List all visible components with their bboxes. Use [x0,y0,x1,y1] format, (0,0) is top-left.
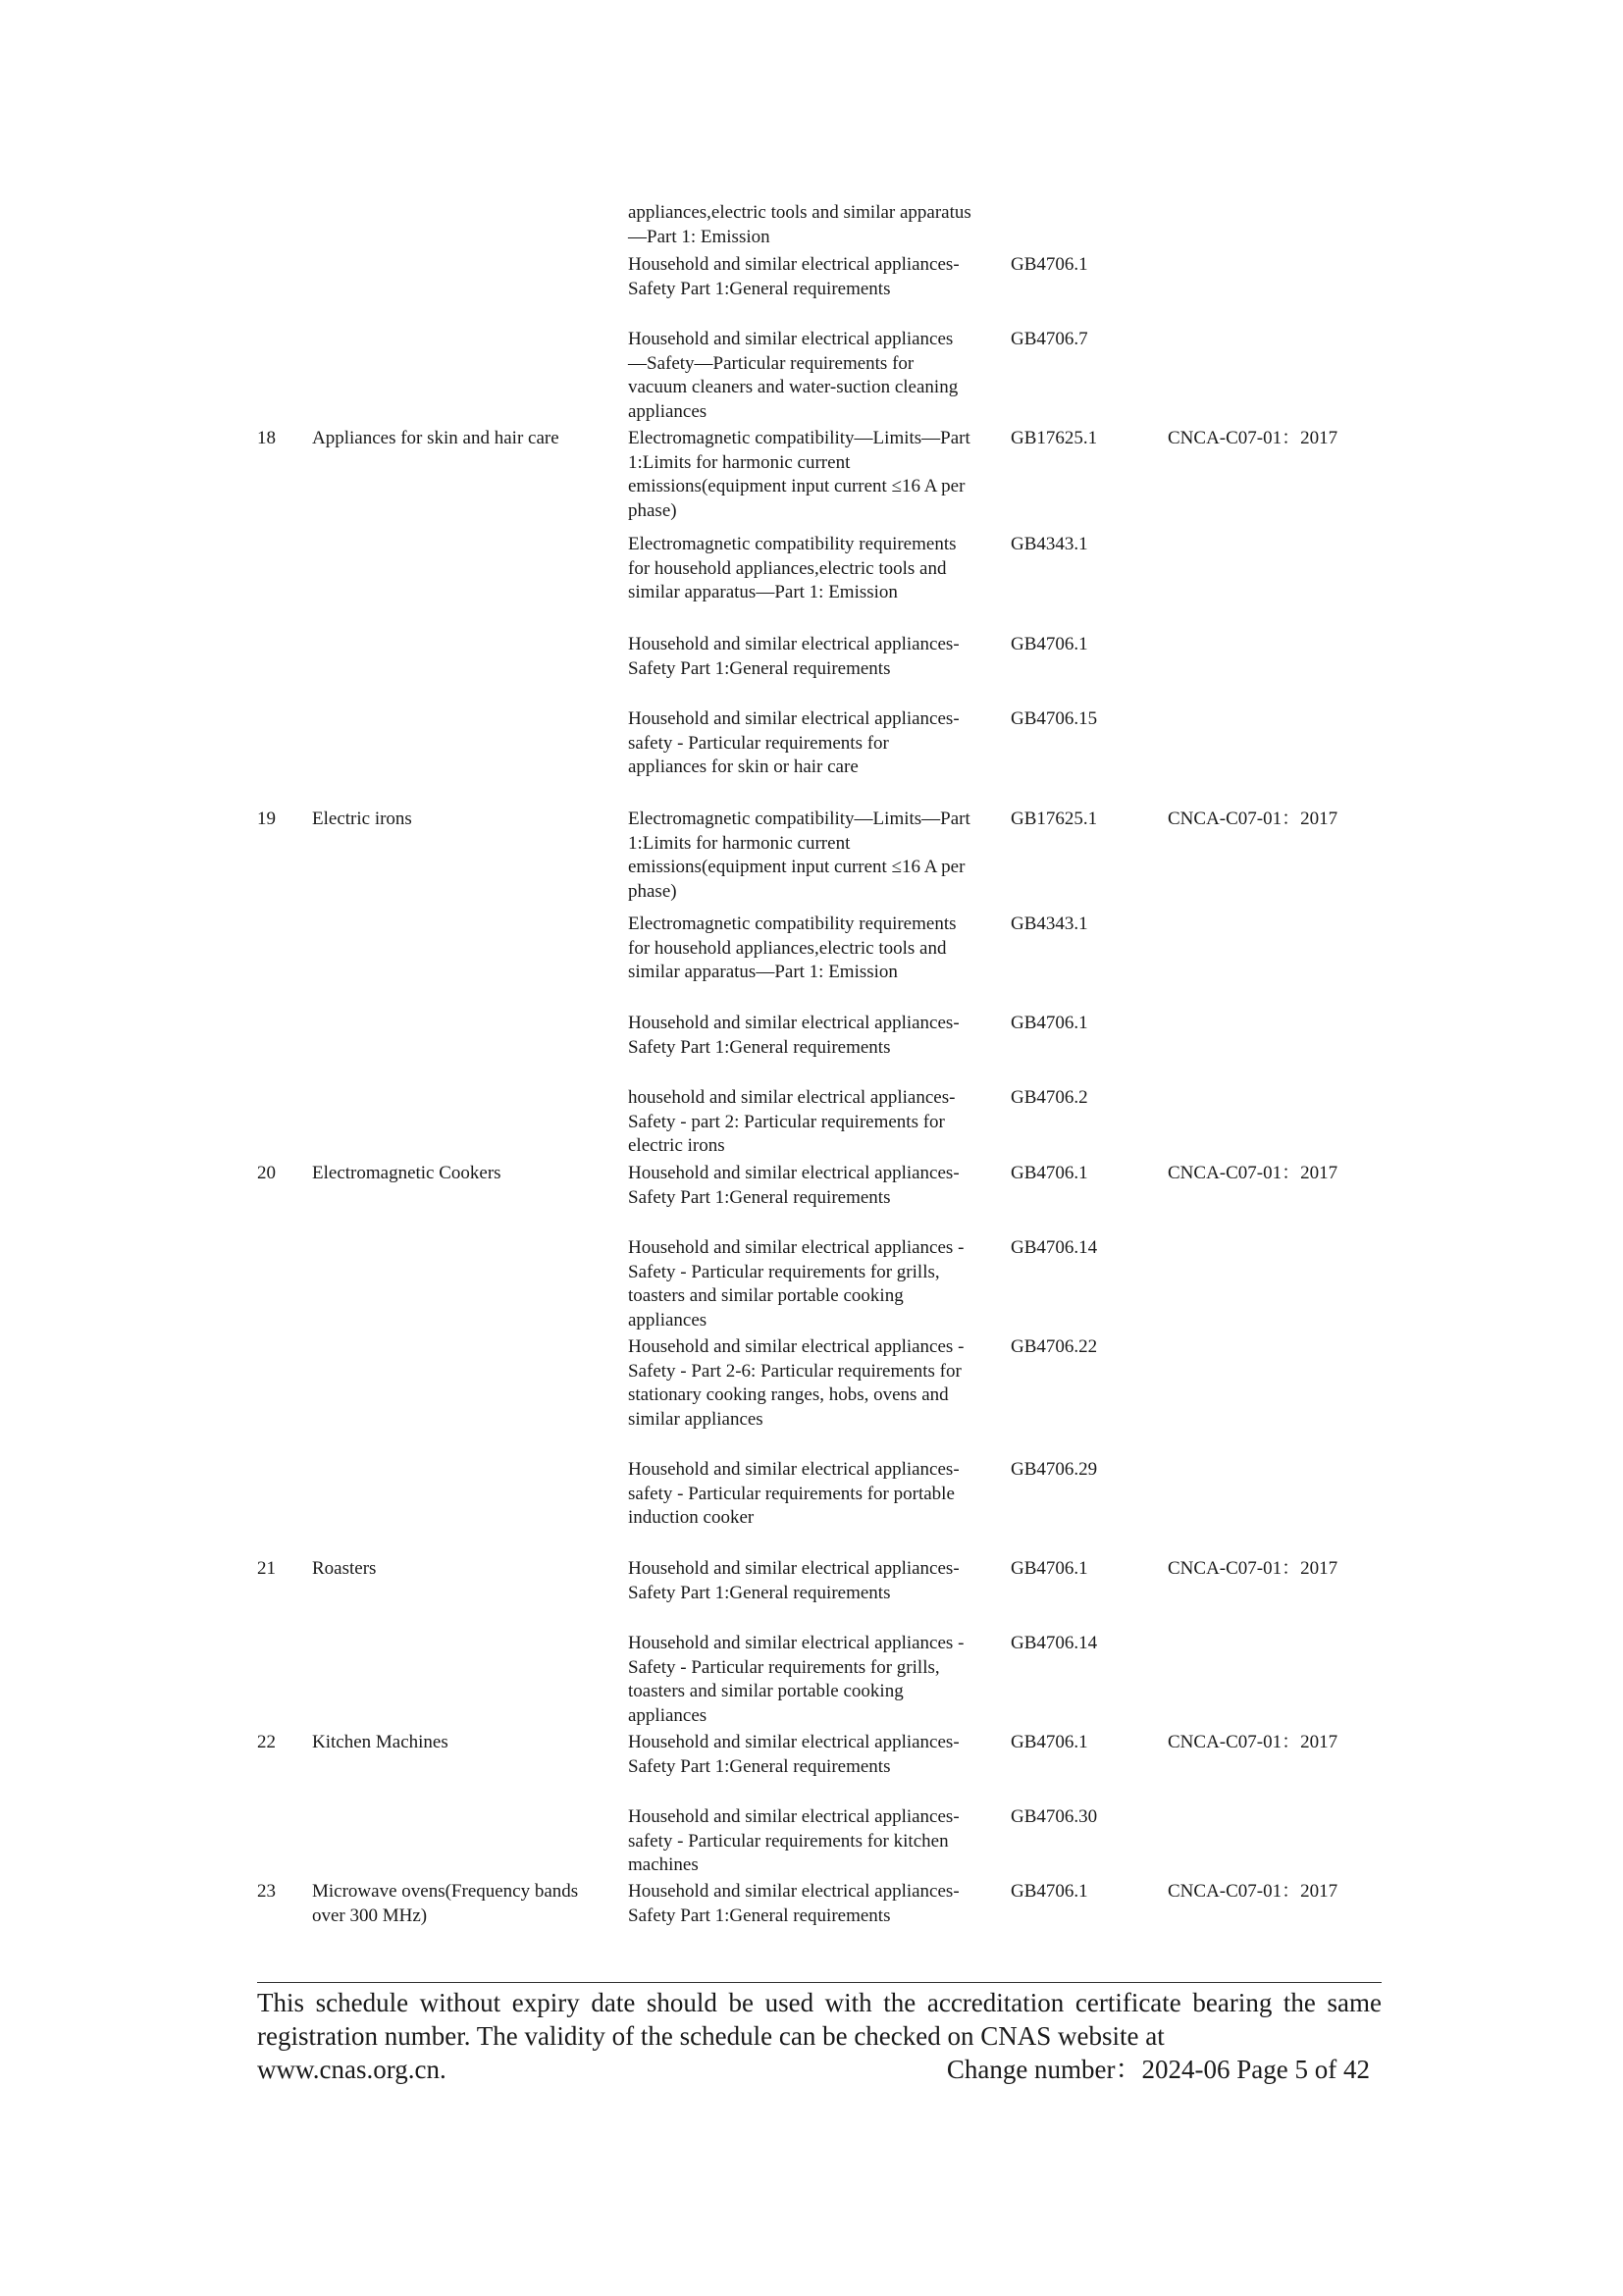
footer-notice: This schedule without expiry date should be used with the accreditation certificate bearing the same registration number. The validity of the schedule can be checked on CNAS website at [257,1988,1382,2051]
standard-title: Household and similar electrical appliances-Safety Part 1:General requirements [628,1163,960,1208]
row-number: 21 [257,1558,276,1579]
product-name: Electric irons [312,809,412,829]
standard-title: Household and similar electrical appliances—Safety—Particular requirements for vacuum cleaners and water-suction cleaning appliances [628,329,959,422]
standard-code: GB4706.7 [1011,329,1088,349]
standard-code: GB4706.14 [1011,1237,1098,1258]
row-number: 23 [257,1881,276,1902]
standard-title: Household and similar electrical appliances-Safety Part 1:General requirements [628,254,960,299]
standard-title: Electromagnetic compatibility—Limits—Part 1:Limits for harmonic current emissions(equipment input current ≤16 A per phase) [628,428,970,521]
standard-title: household and similar electrical appliances-Safety - part 2: Particular requirements for electric irons [628,1087,956,1156]
standard-title: Household and similar electrical appliances - Safety - Particular requirements for grills, toasters and similar portable cooking appliances [628,1633,965,1726]
standard-title: Household and similar electrical appliances - Safety - Part 2-6: Particular requirements for stationary cooking ranges, hobs, ovens and similar appliances [628,1336,965,1430]
standard-code: GB4706.1 [1011,1881,1088,1902]
certification-rule: CNCA-C07-01：2017 [1168,1732,1338,1752]
standard-code: GB4706.30 [1011,1806,1098,1827]
standard-code: GB4343.1 [1011,534,1088,554]
certification-rule: CNCA-C07-01：2017 [1168,809,1338,829]
certification-rule: CNCA-C07-01：2017 [1168,428,1338,448]
certification-rule: CNCA-C07-01：2017 [1168,1881,1338,1902]
product-name: Electromagnetic Cookers [312,1163,501,1183]
standard-code: GB4343.1 [1011,913,1088,934]
row-number: 19 [257,809,276,829]
standard-title: Electromagnetic compatibility—Limits—Part 1:Limits for harmonic current emissions(equipment input current ≤16 A per phase) [628,809,970,902]
standard-code: GB4706.29 [1011,1459,1098,1480]
product-name: Appliances for skin and hair care [312,428,559,448]
standard-title: Household and similar electrical appliances-safety - Particular requirements for kitchen machines [628,1806,960,1875]
standard-code: GB4706.22 [1011,1336,1098,1357]
row-number: 18 [257,428,276,448]
standard-title: appliances,electric tools and similar apparatus—Part 1: Emission [628,202,971,247]
product-name: Kitchen Machines [312,1732,448,1752]
certification-rule: CNCA-C07-01：2017 [1168,1558,1338,1579]
standard-title: Electromagnetic compatibility requirements for household appliances,electric tools and similar apparatus—Part 1: Emission [628,534,957,602]
standard-code: GB4706.2 [1011,1087,1088,1108]
standard-title: Household and similar electrical appliances-Safety Part 1:General requirements [628,1881,960,1926]
product-name: Microwave ovens(Frequency bands over 300 MHz) [312,1881,579,1926]
standard-code: GB4706.1 [1011,1558,1088,1579]
standard-code: GB17625.1 [1011,428,1098,448]
change-number: Change number：2024-06 Page 5 of 42 [946,2055,1370,2084]
standard-title: Household and similar electrical appliances - Safety - Particular requirements for grills, toasters and similar portable cooking appliances [628,1237,965,1331]
certification-rule: CNCA-C07-01：2017 [1168,1163,1338,1183]
standard-code: GB4706.1 [1011,1013,1088,1033]
standard-title: Household and similar electrical appliances-safety - Particular requirements for portable induction cooker [628,1459,960,1528]
standard-code: GB4706.1 [1011,254,1088,275]
standard-title: Household and similar electrical appliances-Safety Part 1:General requirements [628,1732,960,1777]
standard-title: Household and similar electrical appliances-Safety Part 1:General requirements [628,634,960,679]
standard-code: GB4706.15 [1011,708,1098,729]
standard-title: Household and similar electrical appliances-Safety Part 1:General requirements [628,1558,960,1603]
footer-rule [257,1982,1382,1983]
product-name: Roasters [312,1558,377,1579]
standard-title: Electromagnetic compatibility requirements for household appliances,electric tools and similar apparatus—Part 1: Emission [628,913,957,982]
standard-code: GB4706.1 [1011,1163,1088,1183]
standard-title: Household and similar electrical appliances-Safety Part 1:General requirements [628,1013,960,1058]
standard-title: Household and similar electrical appliances-safety - Particular requirements for appliances for skin or hair care [628,708,960,777]
row-number: 20 [257,1163,276,1183]
standard-code: GB4706.1 [1011,634,1088,654]
row-number: 22 [257,1732,276,1752]
standard-code: GB4706.1 [1011,1732,1088,1752]
cnas-website-link[interactable]: www.cnas.org.cn. [257,2055,446,2084]
standard-code: GB17625.1 [1011,809,1098,829]
standard-code: GB4706.14 [1011,1633,1098,1653]
